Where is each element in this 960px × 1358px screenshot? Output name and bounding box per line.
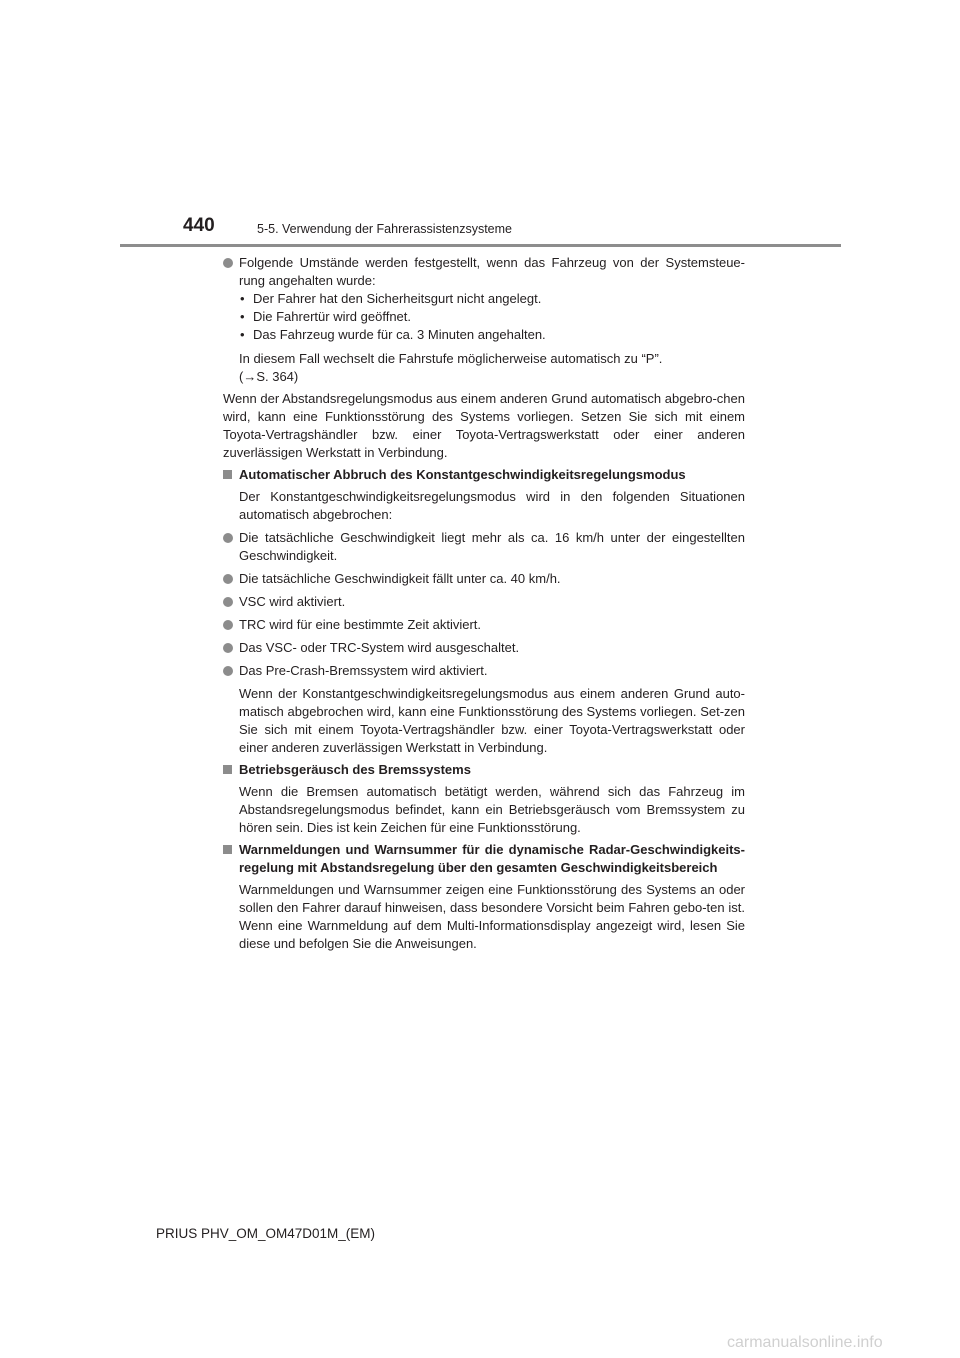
bullet-text: Das VSC- oder TRC-System wird ausgeschaltet. <box>239 640 520 655</box>
page-number: 440 <box>183 215 215 236</box>
paragraph: Der Konstantgeschwindigkeitsregelungsmodus wird in den folgenden Situationen automatisch abgebrochen: <box>239 489 745 522</box>
square-bullet-icon <box>223 845 232 854</box>
bullet-item <box>223 593 745 611</box>
main-content <box>223 254 745 953</box>
document-code: PRIUS PHV_OM_OM47D01M_(EM) <box>156 1226 376 1241</box>
square-bullet-icon <box>223 470 232 479</box>
bullet-text: Die tatsächliche Geschwindigkeit liegt mehr als ca. 16 km/h unter der eingestellten Geschwindigkeit. <box>239 530 745 563</box>
circle-bullet-icon <box>223 620 233 630</box>
circle-bullet-icon <box>223 574 233 584</box>
heading-text: Automatischer Abbruch des Konstantgeschwindigkeitsregelungsmodus <box>239 467 686 482</box>
section-heading <box>223 841 745 877</box>
header-divider <box>120 244 841 247</box>
heading-text: Betriebsgeräusch des Bremssystems <box>239 762 471 777</box>
bullet-item <box>223 529 745 565</box>
bullet-item <box>223 254 745 290</box>
list-item-text: Der Fahrer hat den Sicherheitsgurt nicht angelegt. <box>253 291 542 306</box>
dot-icon: • <box>240 327 245 342</box>
circle-bullet-icon <box>223 597 233 607</box>
section-title: 5-5. Verwendung der Fahrerassistenzsysteme <box>257 222 512 236</box>
circle-bullet-icon <box>223 643 233 653</box>
watermark: carmanualsonline.info <box>727 1334 883 1351</box>
note-line: In diesem Fall wechselt die Fahrstufe möglicherweise automatisch zu “P”. <box>239 351 663 366</box>
dot-icon: • <box>240 291 245 306</box>
bullet-text: Folgende Umstände werden festgestellt, wenn das Fahrzeug von der Systemsteue-rung angehalten wurde: <box>239 255 745 288</box>
section-heading <box>223 466 745 484</box>
square-bullet-icon <box>223 765 232 774</box>
bullet-text: Die tatsächliche Geschwindigkeit fällt unter ca. 40 km/h. <box>239 571 561 586</box>
list-item <box>239 308 745 326</box>
paragraph: Warnmeldungen und Warnsummer zeigen eine Funktionsstörung des Systems an oder sollen den Fahrer darauf hinweisen, dass besondere Vorsicht beim Fahren gebo-ten ist. Wenn eine Warnmeldung auf dem Multi-Informationsdisplay angezeigt wird, lesen Sie diese und befolgen Sie die Anweisungen. <box>239 882 745 951</box>
list-item-text: Die Fahrertür wird geöffnet. <box>253 309 411 324</box>
paragraph: Wenn der Abstandsregelungsmodus aus einem anderen Grund automatisch abgebro-chen wird, kann eine Funktionsstörung des Systems vorliegen. Setzen Sie sich mit einem Toyota-Vertragshändler bzw. einer Toyota-Vertragswerkstatt oder einer anderen zuverlässigen Werkstatt in Verbindung. <box>223 391 745 460</box>
paragraph: Wenn der Konstantgeschwindigkeitsregelungsmodus aus einem anderen Grund auto-matisch abgebrochen wird, kann eine Funktionsstörung des Systems vorliegen. Set-zen Sie sich mit einem Toyota-Vertragshändler bzw. einer Toyota-Vertragswerkstatt oder einer anderen zuverlässigen Werkstatt in Verbindung. <box>239 686 745 755</box>
bullet-text: TRC wird für eine bestimmte Zeit aktiviert. <box>239 617 482 632</box>
bullet-text: VSC wird aktiviert. <box>239 594 346 609</box>
bullet-item <box>223 616 745 634</box>
circle-bullet-icon <box>223 533 233 543</box>
note <box>223 350 745 386</box>
page-reference: (→S. 364) <box>239 369 299 384</box>
section-heading <box>223 761 745 779</box>
circle-bullet-icon <box>223 666 233 676</box>
list-item-text: Das Fahrzeug wurde für ca. 3 Minuten angehalten. <box>253 327 546 342</box>
bullet-text: Das Pre-Crash-Bremssystem wird aktiviert. <box>239 663 488 678</box>
list-item <box>239 326 745 344</box>
heading-text: Warnmeldungen und Warnsummer für die dynamische Radar-Geschwindigkeits-regelung mit Abstandsregelung über den gesamten Geschwindigkeitsbereich <box>239 842 745 875</box>
dot-icon: • <box>240 309 245 324</box>
list-item <box>239 290 745 308</box>
circle-bullet-icon <box>223 258 233 268</box>
dot-list <box>223 290 745 344</box>
bullet-item <box>223 662 745 680</box>
bullet-item <box>223 639 745 657</box>
bullet-item <box>223 570 745 588</box>
paragraph: Wenn die Bremsen automatisch betätigt werden, während sich das Fahrzeug im Abstandsregelungsmodus befindet, kann ein Betriebsgeräusch vom Bremssystem zu hören sein. Dies ist kein Zeichen für eine Funktionsstörung. <box>239 784 745 835</box>
